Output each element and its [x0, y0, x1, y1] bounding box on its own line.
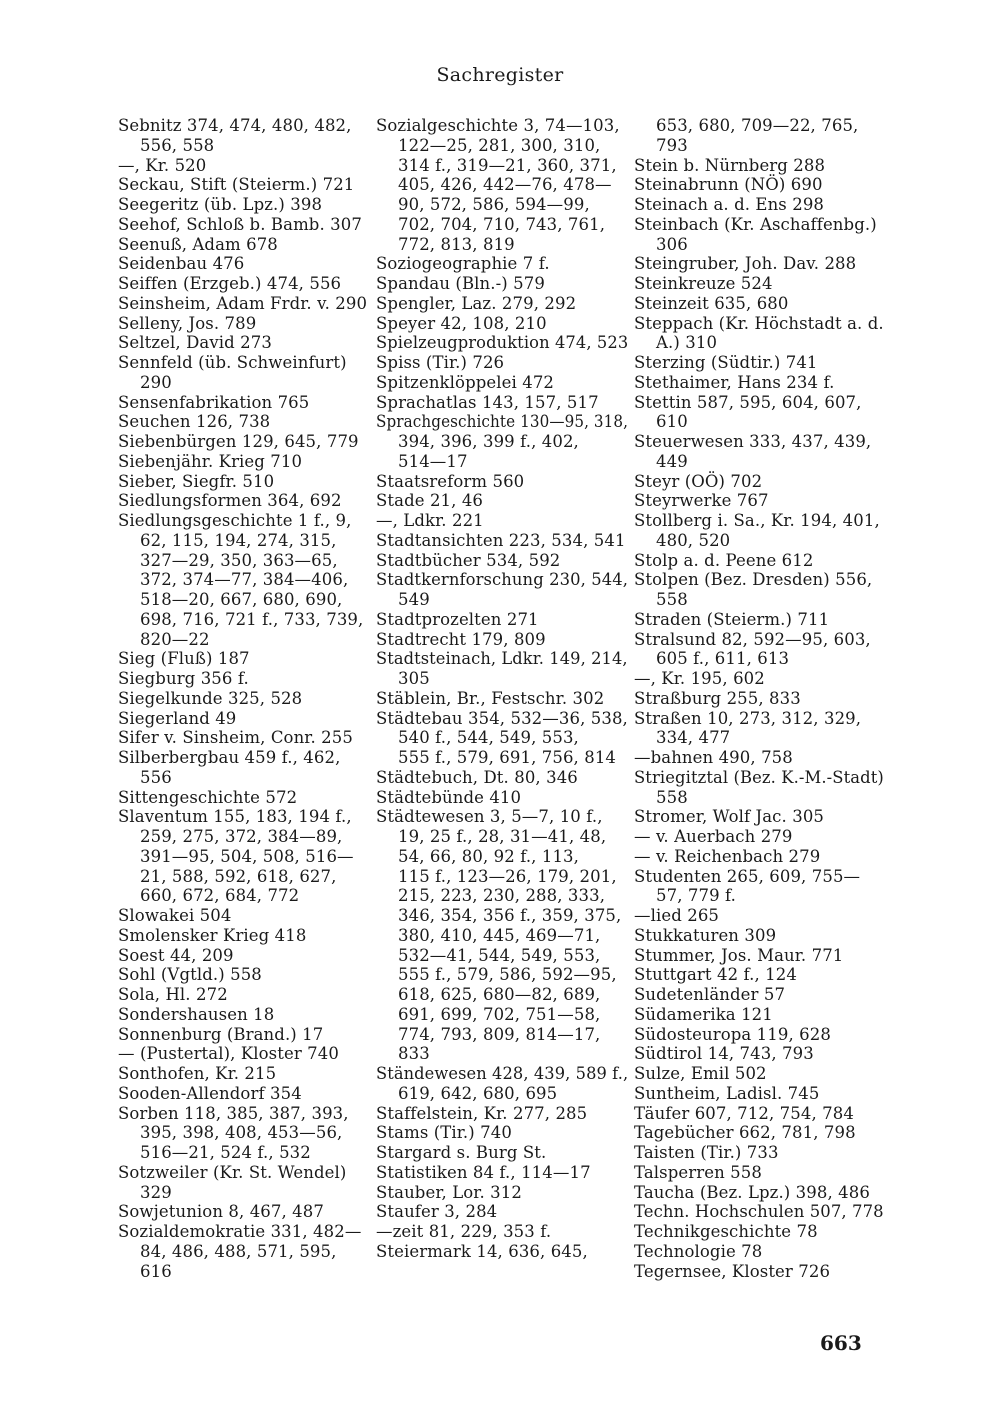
index-entry: Sohl (Vgtld.) 558: [118, 965, 262, 985]
index-entry-continuation: 691, 699, 702, 751—58,: [398, 1004, 601, 1024]
index-entry: Steuerwesen 333, 437, 439,: [634, 432, 872, 451]
index-entry-continuation: 540 f., 544, 549, 553,: [398, 728, 579, 748]
index-entry: Sudetenländer 57: [634, 985, 786, 1004]
index-entry-continuation: 346, 354, 356 f., 359, 375,: [398, 906, 622, 925]
index-entry: Siebenbürgen 129, 645, 779: [118, 432, 359, 451]
index-entry: Seckau, Stift (Steierm.) 721: [118, 175, 355, 195]
index-entry: Seinsheim, Adam Frdr. v. 290: [118, 293, 368, 313]
index-entry: Stukkaturen 309: [634, 925, 777, 945]
index-entry-continuation: 793: [656, 135, 688, 155]
index-entry: Siegelkunde 325, 528: [118, 688, 303, 708]
index-entry-continuation: 619, 642, 680, 695: [398, 1083, 558, 1103]
index-entry-continuation: 772, 813, 819: [398, 234, 515, 254]
index-entry: Seiffen (Erzgeb.) 474, 556: [118, 274, 342, 293]
index-entry: Stams (Tir.) 740: [376, 1123, 512, 1143]
index-entry: — (Pustertal), Kloster 740: [118, 1044, 339, 1064]
index-entry-continuation: 532—41, 544, 549, 553,: [398, 945, 601, 965]
index-entry-continuation: 514—17: [398, 451, 468, 471]
index-entry: —zeit 81, 229, 353 f.: [376, 1222, 552, 1241]
index-entry: Steingruber, Joh. Dav. 288: [634, 254, 857, 274]
index-entry: Sprachatlas 143, 157, 517: [376, 392, 599, 412]
index-entry: Täufer 607, 712, 754, 784: [634, 1103, 854, 1123]
index-entry: Stolp a. d. Peene 612: [634, 550, 814, 570]
index-entry-continuation: 774, 793, 809, 814—17,: [398, 1024, 601, 1044]
index-entry: Steinabrunn (NÖ) 690: [634, 175, 823, 195]
index-entry-continuation: 380, 410, 445, 469—71,: [398, 925, 601, 945]
index-entry: Tegernsee, Kloster 726: [634, 1261, 831, 1281]
index-entry-continuation: 395, 398, 408, 453—56,: [140, 1123, 343, 1143]
index-entry: — v. Auerbach 279: [634, 827, 793, 846]
index-entry-continuation: 558: [656, 590, 688, 609]
index-entry: Siedlungsformen 364, 692: [118, 491, 342, 511]
index-entry-continuation: 259, 275, 372, 384—89,: [140, 827, 343, 846]
index-entry: Seehof, Schloß b. Bamb. 307: [118, 214, 362, 234]
index-entry-continuation: 605 f., 611, 613: [656, 649, 790, 669]
index-entry: Sulze, Emil 502: [634, 1064, 767, 1083]
index-entry: Sonthofen, Kr. 215: [118, 1064, 277, 1083]
index-entry: Technologie 78: [634, 1241, 763, 1261]
index-entry: Soziogeographie 7 f.: [376, 254, 550, 274]
index-entry: Straßburg 255, 833: [634, 688, 801, 708]
index-entry-continuation: 518—20, 667, 680, 690,: [140, 590, 343, 609]
index-entry-continuation: 549: [398, 590, 430, 609]
index-entry: Studenten 265, 609, 755—: [634, 866, 861, 886]
index-entry: Städtebau 354, 532—36, 538,: [376, 708, 628, 728]
index-entry-continuation: 122—25, 281, 300, 310,: [398, 135, 601, 155]
index-entry: Städtebuch, Dt. 80, 346: [376, 767, 578, 787]
index-entry-continuation: 618, 625, 680—82, 689,: [398, 985, 601, 1004]
index-entry: Silberbergbau 459 f., 462,: [118, 748, 341, 767]
index-entry: —bahnen 490, 758: [634, 748, 793, 767]
index-entry: Statistiken 84 f., 114—17: [376, 1162, 591, 1182]
index-entry: —, Kr. 195, 602: [634, 669, 765, 688]
index-entry: Sonnenburg (Brand.) 17: [118, 1024, 324, 1044]
index-entry: Sittengeschichte 572: [118, 787, 298, 807]
index-column-left: [118, 116, 368, 1281]
index-entry: Stollberg i. Sa., Kr. 194, 401,: [634, 511, 880, 530]
index-entry: Sowjetunion 8, 467, 487: [118, 1202, 324, 1222]
index-entry-continuation: 372, 374—77, 384—406,: [140, 570, 349, 590]
index-entry-continuation: 334, 477: [656, 728, 731, 748]
index-entry-continuation: 391—95, 504, 508, 516—: [140, 846, 354, 866]
index-entry-continuation: 660, 672, 684, 772: [140, 886, 300, 906]
index-entry: Siegerland 49: [118, 708, 237, 728]
index-entry: Ständewesen 428, 439, 589 f.,: [376, 1064, 629, 1083]
index-entry: Spengler, Laz. 279, 292: [376, 293, 577, 313]
index-entry: Siebenjähr. Krieg 710: [118, 451, 303, 471]
index-entry: Stuttgart 42 f., 124: [634, 965, 797, 985]
index-entry: Seltzel, David 273: [118, 333, 272, 353]
index-entry: Seuchen 126, 738: [118, 412, 271, 432]
index-entry-continuation: 449: [656, 451, 688, 471]
index-entry: Speyer 42, 108, 210: [376, 313, 547, 333]
index-entry: Selleny, Jos. 789: [118, 313, 257, 333]
index-entry: Talsperren 558: [634, 1162, 762, 1182]
index-entry-continuation: 215, 223, 230, 288, 333,: [398, 886, 606, 906]
index-entry: Steyrwerke 767: [634, 491, 769, 511]
index-entry-continuation: 115 f., 123—26, 179, 201,: [398, 866, 617, 886]
index-entry-continuation: 62, 115, 194, 274, 315,: [140, 530, 337, 550]
index-entry-continuation: 555 f., 579, 586, 592—95,: [398, 965, 617, 985]
index-entry: Sterzing (Südtir.) 741: [634, 353, 818, 372]
index-entry: Sola, Hl. 272: [118, 985, 228, 1004]
index-entry: Sotzweiler (Kr. St. Wendel): [118, 1162, 347, 1182]
index-entry: Siegburg 356 f.: [118, 669, 249, 688]
page-number: 663: [820, 1331, 862, 1355]
index-entry: Stargard s. Burg St.: [376, 1143, 547, 1162]
index-entry: Tagebücher 662, 781, 798: [634, 1123, 856, 1143]
index-entry: Stein b. Nürnberg 288: [634, 155, 826, 175]
index-entry: Sprachgeschichte 130—95, 318,: [376, 412, 629, 432]
index-entry: Sennfeld (üb. Schweinfurt): [118, 353, 347, 372]
index-entry: Sensenfabrikation 765: [118, 392, 310, 412]
index-entry: Straßen 10, 273, 312, 329,: [634, 708, 862, 728]
index-entry-continuation: 702, 704, 710, 743, 761,: [398, 214, 606, 234]
index-entry: Südtirol 14, 743, 793: [634, 1044, 814, 1064]
index-entry: Siedlungsgeschichte 1 f., 9,: [118, 511, 352, 530]
index-entry: Stauber, Lor. 312: [376, 1182, 522, 1202]
index-entry: Slaventum 155, 183, 194 f.,: [118, 807, 352, 827]
index-entry: Stromer, Wolf Jac. 305: [634, 807, 825, 827]
index-entry: Techn. Hochschulen 507, 778: [634, 1202, 884, 1222]
index-entry: Stadtkernforschung 230, 544,: [376, 570, 629, 590]
index-entry: Stummer, Jos. Maur. 771: [634, 945, 844, 965]
index-entry-continuation: 54, 66, 80, 92 f., 113,: [398, 846, 579, 866]
index-entry: Stadtrecht 179, 809: [376, 629, 546, 649]
index-entry: Stade 21, 46: [376, 491, 484, 511]
index-entry-continuation: 555 f., 579, 691, 756, 814: [398, 748, 617, 767]
index-entry: Staufer 3, 284: [376, 1202, 498, 1222]
index-entry: Städtewesen 3, 5—7, 10 f.,: [376, 807, 603, 827]
index-entry: Stadtsteinach, Ldkr. 149, 214,: [376, 649, 628, 669]
index-entry: Stadtprozelten 271: [376, 609, 539, 629]
index-entry: Taucha (Bez. Lpz.) 398, 486: [634, 1182, 870, 1202]
index-entry: Sozialdemokratie 331, 482—: [118, 1222, 362, 1241]
index-entry-continuation: 820—22: [140, 629, 210, 649]
index-entry-continuation: 306: [656, 234, 688, 254]
index-entry: Soest 44, 209: [118, 945, 234, 965]
index-entry-continuation: 833: [398, 1044, 430, 1064]
index-entry: Sieg (Fluß) 187: [118, 649, 250, 669]
index-entry: Sooden-Allendorf 354: [118, 1083, 302, 1103]
index-entry-continuation: 616: [140, 1261, 172, 1281]
index-entry: Städtebünde 410: [376, 787, 522, 807]
index-entry: Striegitztal (Bez. K.-M.-Stadt): [634, 767, 884, 787]
index-entry: Sozialgeschichte 3, 74—103,: [376, 116, 620, 135]
index-entry: Stettin 587, 595, 604, 607,: [634, 392, 862, 412]
index-entry: Straden (Steierm.) 711: [634, 609, 830, 629]
index-entry: Spitzenklöppelei 472: [376, 372, 555, 392]
index-entry-continuation: 556: [140, 767, 172, 787]
index-entry-continuation: 90, 572, 586, 594—99,: [398, 195, 590, 214]
index-entry: Spiss (Tir.) 726: [376, 353, 505, 372]
index-entry: —lied 265: [634, 906, 720, 925]
index-entry-continuation: 21, 588, 592, 618, 627,: [140, 866, 337, 886]
index-entry-continuation: 314 f., 319—21, 360, 371,: [398, 155, 617, 175]
index-entry-continuation: 698, 716, 721 f., 733, 739,: [140, 609, 364, 629]
index-entry: Seegeritz (üb. Lpz.) 398: [118, 195, 323, 214]
index-entry: Stralsund 82, 592—95, 603,: [634, 629, 871, 649]
index-entry-continuation: 290: [140, 372, 172, 392]
index-entry: Steppach (Kr. Höchstadt a. d.: [634, 313, 884, 333]
index-entry: Sifer v. Sinsheim, Conr. 255: [118, 728, 353, 748]
index-entry: Steinach a. d. Ens 298: [634, 195, 825, 214]
index-entry: Sorben 118, 385, 387, 393,: [118, 1103, 349, 1123]
running-header: Sachregister: [436, 64, 564, 86]
index-column-right: [634, 116, 884, 1281]
index-entry: Steiermark 14, 636, 645,: [376, 1241, 588, 1261]
index-entry-continuation: 480, 520: [656, 530, 731, 550]
index-entry: Suntheim, Ladisl. 745: [634, 1083, 820, 1103]
index-entry-continuation: 556, 558: [140, 135, 215, 155]
index-entry-continuation: 305: [398, 669, 430, 688]
index-entry: Stäblein, Br., Festschr. 302: [376, 688, 605, 708]
index-entry-continuation: 516—21, 524 f., 532: [140, 1143, 311, 1162]
index-entry: —, Ldkr. 221: [376, 511, 484, 530]
index-entry: Smolensker Krieg 418: [118, 925, 307, 945]
index-entry: Slowakei 504: [118, 906, 232, 925]
index-entry: — v. Reichenbach 279: [634, 846, 821, 866]
index-column-middle: [376, 116, 628, 1262]
index-entry: —, Kr. 520: [118, 155, 207, 175]
index-entry-continuation: 327—29, 350, 363—65,: [140, 550, 338, 570]
index-entry: Staatsreform 560: [376, 471, 525, 491]
index-entry: Sebnitz 374, 474, 480, 482,: [118, 116, 352, 135]
index-entry: Steinzeit 635, 680: [634, 293, 789, 313]
index-entry-continuation: 329: [140, 1182, 172, 1202]
index-entry-continuation: 558: [656, 787, 688, 807]
index-entry: Steinbach (Kr. Aschaffenbg.): [634, 214, 877, 234]
index-entry: Südamerika 121: [634, 1004, 773, 1024]
index-entry: Sondershausen 18: [118, 1004, 275, 1024]
index-entry-continuation: 84, 486, 488, 571, 595,: [140, 1241, 337, 1261]
index-entry: Steinkreuze 524: [634, 274, 773, 293]
index-entry: Steyr (OÖ) 702: [634, 471, 763, 491]
index-entry: Spandau (Bln.-) 579: [376, 274, 545, 293]
index-entry-continuation: 19, 25 f., 28, 31—41, 48,: [398, 827, 607, 846]
index-entry: Staffelstein, Kr. 277, 285: [376, 1103, 588, 1123]
index-entry: Seenuß, Adam 678: [118, 234, 278, 254]
index-entry-continuation: 405, 426, 442—76, 478—: [398, 175, 612, 195]
index-entry: Sieber, Siegfr. 510: [118, 471, 275, 491]
index-entry: Technikgeschichte 78: [634, 1222, 818, 1241]
index-entry-continuation: 653, 680, 709—22, 765,: [656, 116, 859, 135]
index-entry-continuation: 394, 396, 399 f., 402,: [398, 432, 579, 451]
index-entry: Stadtbücher 534, 592: [376, 550, 561, 570]
index-entry-continuation: A.) 310: [656, 333, 718, 353]
index-entry: Spielzeugproduktion 474, 523: [376, 333, 629, 353]
index-entry: Stethaimer, Hans 234 f.: [634, 372, 835, 392]
index-entry: Stadtansichten 223, 534, 541: [376, 530, 626, 550]
index-entry-continuation: 610: [656, 412, 688, 432]
index-entry: Taisten (Tir.) 733: [634, 1143, 779, 1162]
index-entry: Südosteuropa 119, 628: [634, 1024, 831, 1044]
index-entry: Stolpen (Bez. Dresden) 556,: [634, 570, 873, 590]
index-entry: Seidenbau 476: [118, 254, 245, 274]
index-entry-continuation: 57, 779 f.: [656, 886, 736, 906]
